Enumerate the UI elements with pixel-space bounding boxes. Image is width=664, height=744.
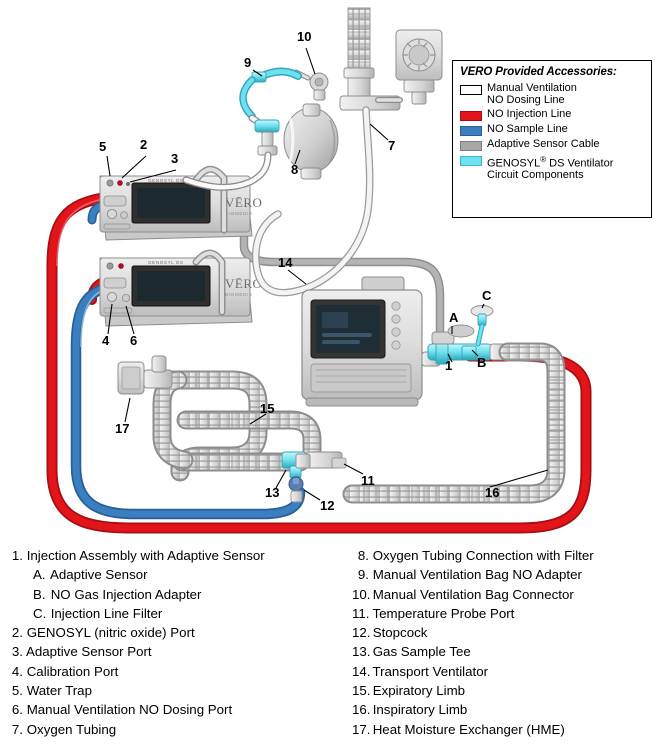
svg-text:VĒRO: VĒRO bbox=[225, 276, 263, 291]
caption-item: C. Injection Line Filter bbox=[33, 605, 163, 621]
caption-item: 13. Gas Sample Tee bbox=[352, 644, 471, 660]
manual-vent-no-adapter bbox=[243, 72, 298, 117]
line-swatch-gray bbox=[460, 141, 482, 151]
legend-label: NO Injection Line bbox=[487, 108, 572, 121]
callout-8: 8 bbox=[291, 162, 299, 177]
caption-item: 8. Oxygen Tubing Connection with Filter bbox=[357, 548, 594, 563]
callout-14: 14 bbox=[278, 255, 293, 270]
callout-10: 10 bbox=[297, 29, 312, 44]
genosyl-device-lower bbox=[100, 253, 262, 326]
callout-9: 9 bbox=[244, 55, 252, 70]
caption-item: 14. Transport Ventilator bbox=[352, 663, 489, 679]
caption-item: 16. Inspiratory Limb bbox=[352, 702, 468, 718]
legend-box bbox=[452, 60, 652, 218]
legend-label: GENOSYL® DS Ventilator Circuit Components bbox=[487, 155, 614, 182]
caption-item: A. Adaptive Sensor bbox=[33, 567, 148, 583]
legend-item-circuit-components bbox=[460, 154, 645, 182]
legend-item-no-injection-line bbox=[460, 109, 645, 121]
callout-5: 5 bbox=[99, 139, 107, 154]
caption-item: 12. Stopcock bbox=[352, 625, 428, 641]
line-swatch-red bbox=[460, 111, 482, 121]
legend-item-adaptive-sensor-cable bbox=[460, 139, 645, 151]
legend-title: VERO Provided Accessories: bbox=[460, 66, 617, 78]
temperature-probe-port bbox=[306, 452, 346, 468]
callout-7: 7 bbox=[388, 138, 396, 153]
callout-11: 11 bbox=[361, 473, 375, 488]
caption-item: 15. Expiratory Limb bbox=[352, 683, 466, 699]
legend-label: Manual Ventilation NO Dosing Line bbox=[487, 82, 577, 106]
caption-lists bbox=[0, 546, 664, 744]
line-swatch-cyan bbox=[460, 156, 482, 166]
caption-item: B. NO Gas Injection Adapter bbox=[33, 586, 202, 602]
caption-item: 9. Manual Ventilation Bag NO Adapter bbox=[357, 567, 582, 583]
svg-text:GENOSYL DS: GENOSYL DS bbox=[148, 178, 184, 183]
stopcock bbox=[289, 477, 303, 502]
callout-15: 15 bbox=[260, 401, 275, 416]
callout-b: B bbox=[477, 355, 487, 370]
injection-line-filter bbox=[471, 306, 493, 345]
callout-12: 12 bbox=[320, 498, 335, 513]
callout-2: 2 bbox=[140, 137, 148, 152]
line-swatch-white bbox=[460, 85, 482, 95]
callout-4: 4 bbox=[102, 333, 110, 348]
svg-text:GENOSYL DS: GENOSYL DS bbox=[148, 260, 184, 265]
genosyl-device-upper bbox=[100, 169, 262, 240]
caption-item: 10. Manual Ventilation Bag Connector bbox=[352, 586, 574, 602]
callout-c: C bbox=[482, 288, 492, 303]
caption-item: 2. GENOSYL (nitric oxide) Port bbox=[11, 625, 195, 641]
line-swatch-blue bbox=[460, 126, 482, 136]
svg-text:BIOMEDIX: BIOMEDIX bbox=[225, 211, 253, 216]
caption-item: 4. Calibration Port bbox=[11, 663, 119, 679]
callout-16: 16 bbox=[485, 485, 500, 500]
caption-item: 7. Oxygen Tubing bbox=[11, 721, 117, 737]
caption-item: 6. Manual Ventilation NO Dosing Port bbox=[11, 702, 233, 718]
callout-13: 13 bbox=[265, 485, 280, 500]
heat-moisture-exchanger bbox=[118, 356, 172, 394]
callout-17: 17 bbox=[115, 421, 130, 436]
legend-item-no-sample-line bbox=[460, 124, 645, 136]
caption-item: 5. Water Trap bbox=[11, 683, 92, 699]
legend-label: NO Sample Line bbox=[487, 123, 568, 136]
caption-item: 11. Temperature Probe Port bbox=[352, 605, 515, 621]
svg-text:VĒRO: VĒRO bbox=[225, 195, 263, 210]
legend-label: Adaptive Sensor Cable bbox=[487, 138, 600, 151]
manual-ventilation-assembly bbox=[186, 8, 442, 293]
caption-item: 1. Injection Assembly with Adaptive Sensor bbox=[11, 548, 265, 563]
callout-a: A bbox=[449, 310, 459, 325]
caption-item: 17. Heat Moisture Exchanger (HME) bbox=[352, 721, 565, 737]
caption-item: 3. Adaptive Sensor Port bbox=[11, 644, 152, 660]
callout-1: 1 bbox=[445, 358, 453, 373]
svg-text:BIOMEDIX: BIOMEDIX bbox=[225, 292, 253, 297]
caption-column-right bbox=[352, 546, 664, 739]
callout-3: 3 bbox=[171, 151, 179, 166]
legend-item-manual-ventilation-no-dosing-line bbox=[460, 83, 645, 106]
caption-column-left bbox=[6, 546, 346, 739]
transport-ventilator bbox=[302, 277, 440, 406]
callout-6: 6 bbox=[130, 333, 138, 348]
